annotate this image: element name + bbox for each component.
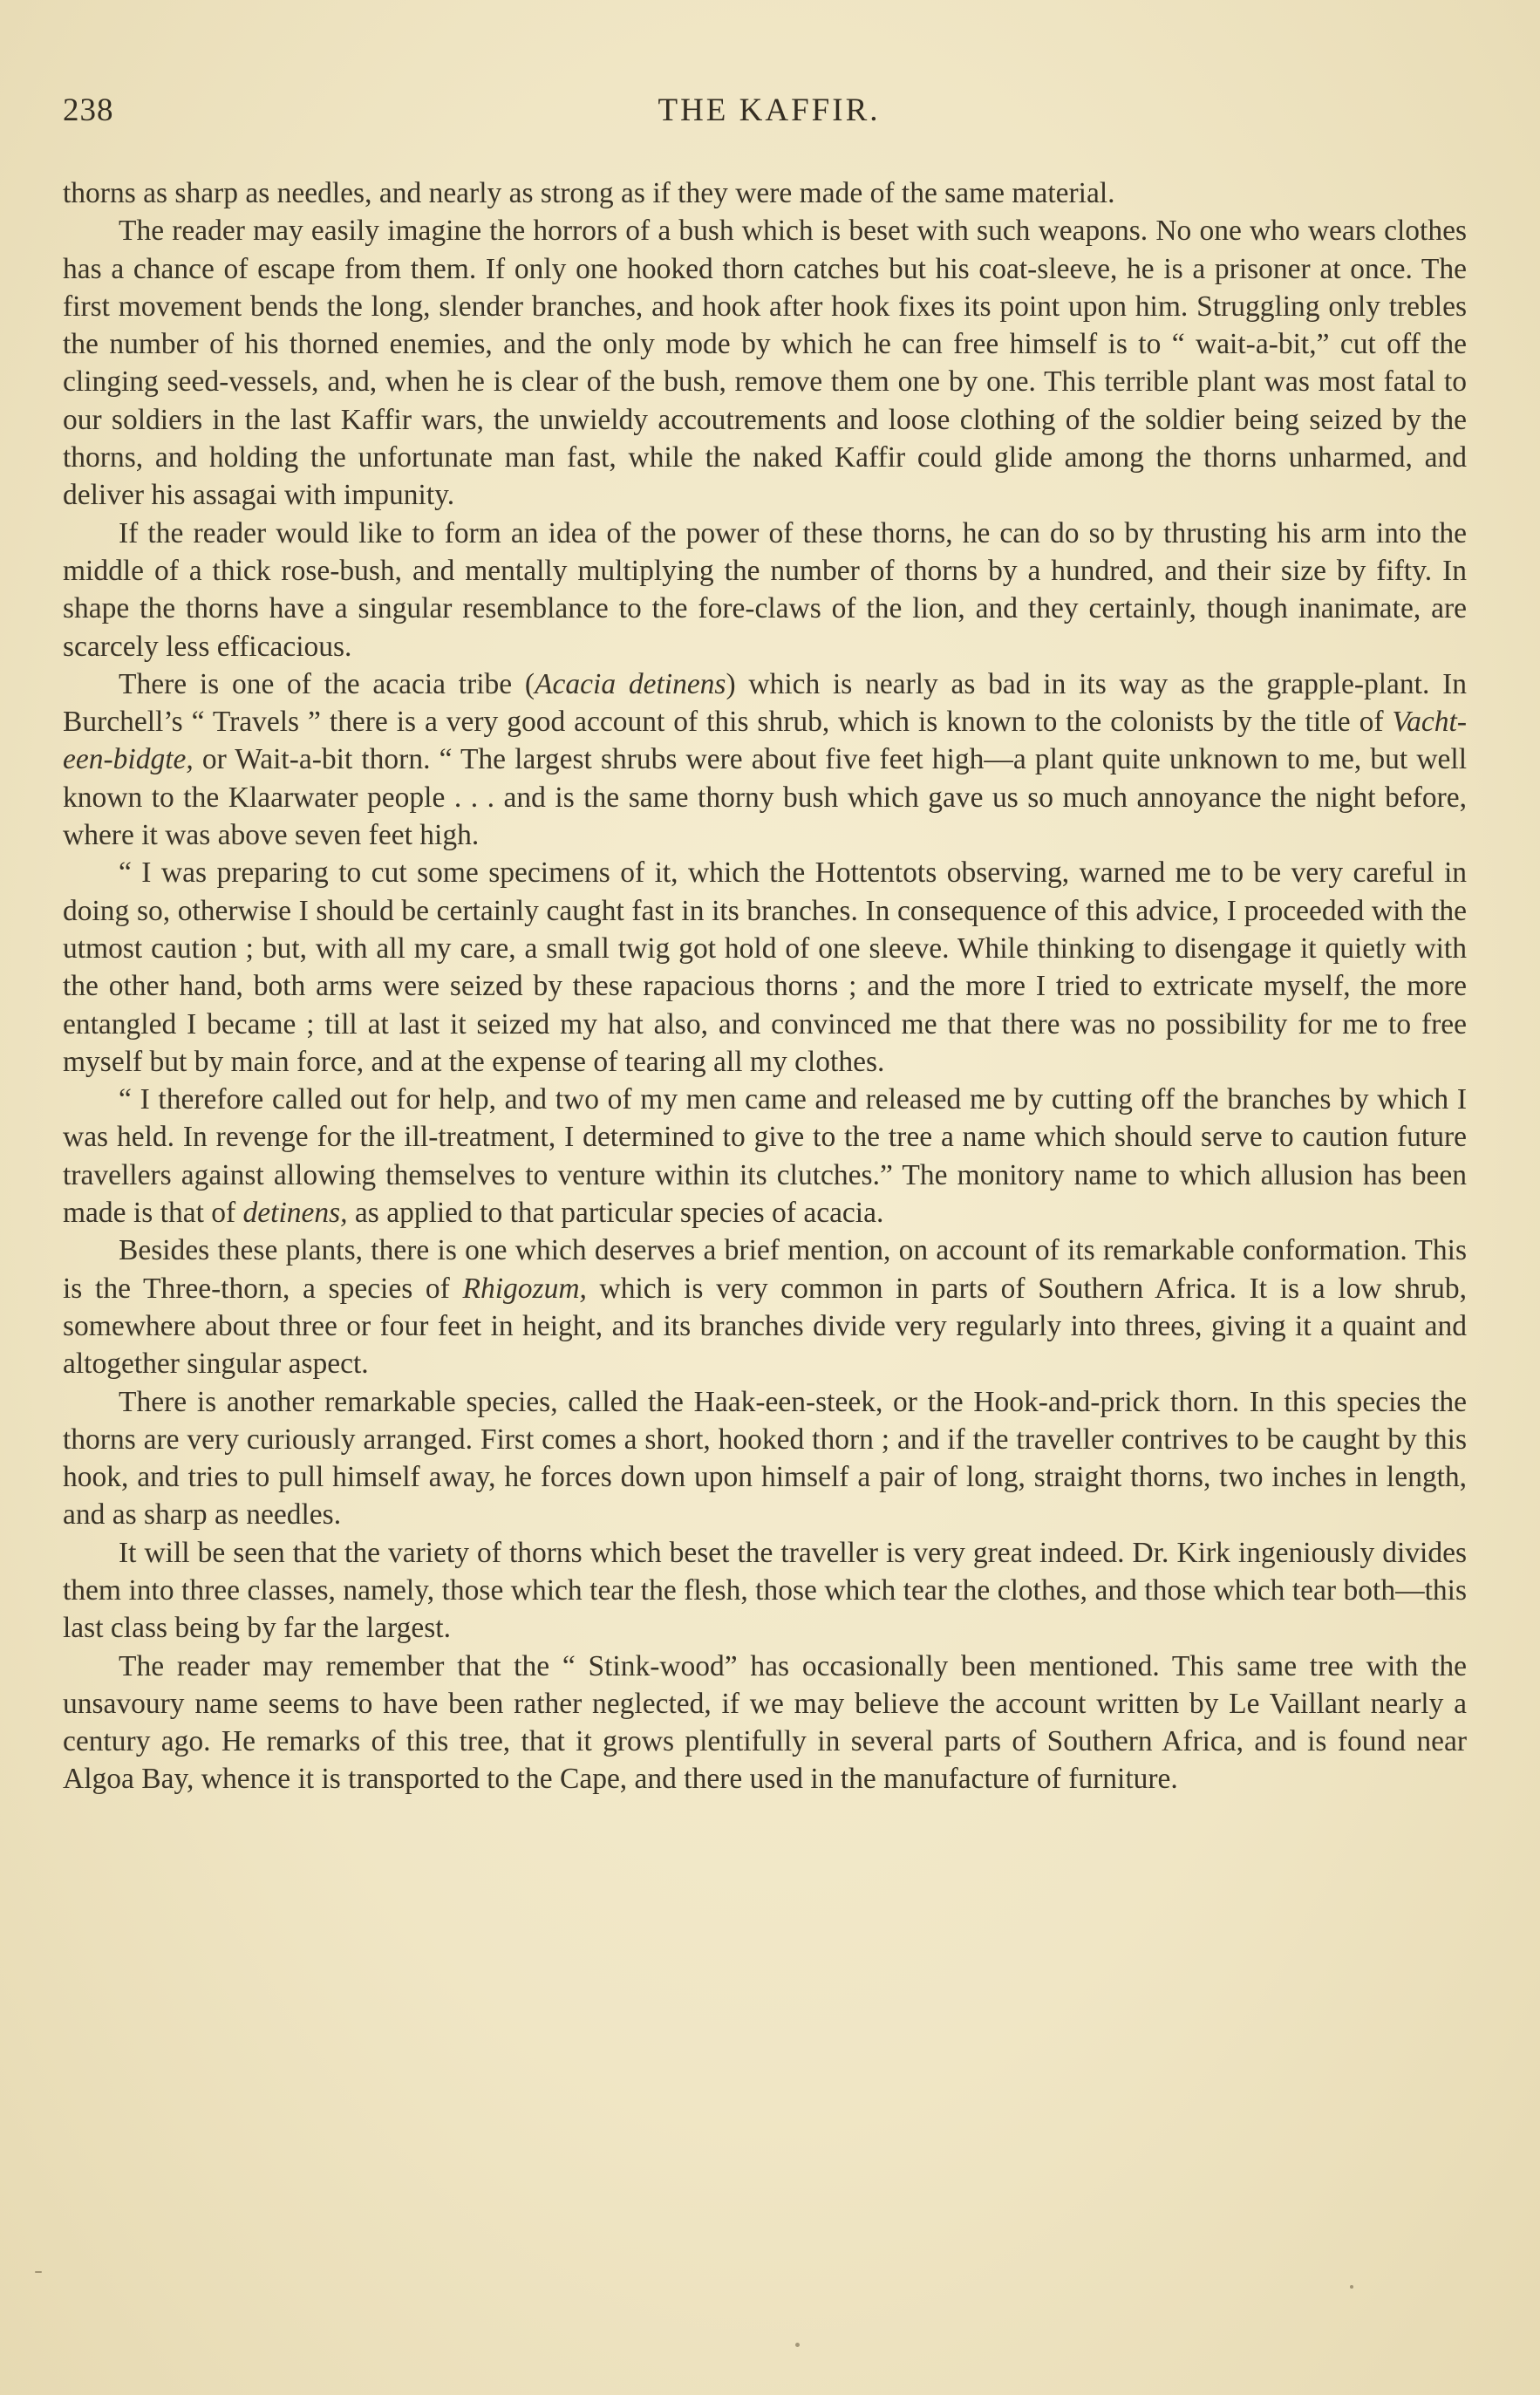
running-title: THE KAFFIR.: [658, 92, 881, 128]
text-run: It will be seen that the variety of thorns which beset the traveller is very great indeed. Dr. Kirk ingeniously divides them into three classes, namely, those which tear the flesh, those which tear the clothes, and those which tear both—this last class being by far the largest.: [63, 1536, 1467, 1645]
text-run: The reader may remember that the “ Stink-wood” has occasionally been mentioned. This same tree with the unsavoury name seems to have been rather neglected, if we may believe the account written by Le Vaillant nearly a century ago. He remarks of this tree, that it grows plentifully in several parts of Southern Africa, and is found near Algoa Bay, whence it is transported to the Cape, and there used in the manufacture of furniture.: [63, 1649, 1467, 1796]
text-run: There is one of the acacia tribe (: [119, 667, 535, 700]
text-run: or Wait-a-bit thorn. “ The largest shrubs were about five feet high—a plant quite unknown to me, but well known to the Klaarwater people . . . and is the same thorny bush which gave us so much annoyance the night before, where it was above seven feet high.: [63, 743, 1467, 852]
text-run: There is another remarkable species, called the Haak-een-steek, or the Hook-and-prick thorn. In this species the thorns are very curiously arranged. First comes a short, hooked thorn ; and if the traveller contrives to be caught by this hook, and tries to pull himself away, he forces down upon himself a pair of long, straight thorns, two inches in length, and as sharp as needles.: [63, 1385, 1467, 1532]
text-run: If the reader would like to form an idea of the power of these thorns, he can do so by thrusting his arm into the middle of a thick rose-bush, and mentally multiplying the number of thorns by a hundred, and their size by fifty. In shape the thorns have a singular resemblance to the fore-claws of the lion, and they certainly, though inanimate, are scarcely less efficacious.: [63, 516, 1467, 663]
paragraph: [63, 1081, 1467, 1232]
paragraph: [63, 1232, 1467, 1382]
text-run: “ I was preparing to cut some specimens of it, which the Hottentots observing, warned me to be very careful in doing so, otherwise I should be certainly caught fast in its branches. In consequence of this advice, I proceeded with the utmost caution ; but, with all my care, a small twig got hold of one sleeve. While thinking to disengage it quietly with the other hand, both arms were seized by these rapacious thorns ; and the more I tried to extricate myself, the more entangled I became ; till at last it seized my hat also, and convinced me that there was no possibility for me to free myself but by main force, and at the expense of tearing all my clothes.: [63, 856, 1467, 1078]
paragraph: [63, 1534, 1467, 1648]
text-run: as applied to that particular species of acacia.: [347, 1197, 884, 1230]
italic-text: Vacht-een-bidgte,: [63, 706, 1467, 776]
text-run: Besides these plants, there is one which deserves a brief mention, on account of its remarkable conformation. This is the Three-thorn, a species of: [63, 1234, 1467, 1305]
text-run: The reader may easily imagine the horrors of a bush which is beset with such weapons. No one who wears clothes has a chance of escape from them. If only one hooked thorn catches but his coat-sleeve, he is a prisoner at once. The first movement bends the long, slender branches, and hook after hook fixes its point upon him. Struggling only trebles the number of his thorned enemies, and the only mode by which he can free himself is to “ wait-a-bit,” cut off the clinging seed-vessels, and, when he is clear of the bush, remove them one by one. This terrible plant was most fatal to our soldiers in the last Kaffir wars, the unwieldy accoutrements and loose clothing of the soldier being seized by the thorns, and holding the unfortunate man fast, while the naked Kaffir could glide among the thorns unharmed, and deliver his assagai with impunity.: [63, 215, 1467, 512]
italic-text: Acacia detinens: [535, 667, 726, 700]
paragraph: [63, 515, 1467, 665]
page-number: 238: [63, 92, 114, 128]
ink-speck: [35, 2271, 42, 2273]
paragraph: [63, 212, 1467, 514]
italic-text: detinens,: [242, 1197, 348, 1230]
paragraph: [63, 665, 1467, 854]
text-run: “ I therefore called out for help, and two of my men came and released me by cutting off the branches by which I was held. In revenge for the ill-treatment, I determined to give to the tree a name which should serve to caution future travellers against allowing themselves to venture within its clutches.” The monitory name to which allusion has been made is that of: [63, 1083, 1467, 1230]
text-run: thorns as sharp as needles, and nearly as strong as if they were made of the same material.: [63, 177, 1115, 209]
paragraph: [63, 1648, 1467, 1798]
italic-text: Rhigozum,: [462, 1272, 587, 1305]
paragraph: [63, 854, 1467, 1081]
ink-speck: [795, 2343, 800, 2347]
paragraph: [63, 174, 1467, 212]
body-text: [63, 174, 1467, 1798]
page-header: [63, 92, 1475, 135]
ink-speck: [1350, 2285, 1353, 2289]
text-run: which is very common in parts of Southern Africa. It is a low shrub, somewhere about three or four feet in height, and its branches divide very regularly into threes, giving it a quaint and altogether singular aspect.: [63, 1272, 1468, 1381]
text-run: ) which is nearly as bad in its way as the grapple-plant. In Burchell’s “ Travels ” there is a very good account of this shrub, which is known to the colonists by the title of: [63, 667, 1467, 739]
paragraph: [63, 1383, 1467, 1534]
